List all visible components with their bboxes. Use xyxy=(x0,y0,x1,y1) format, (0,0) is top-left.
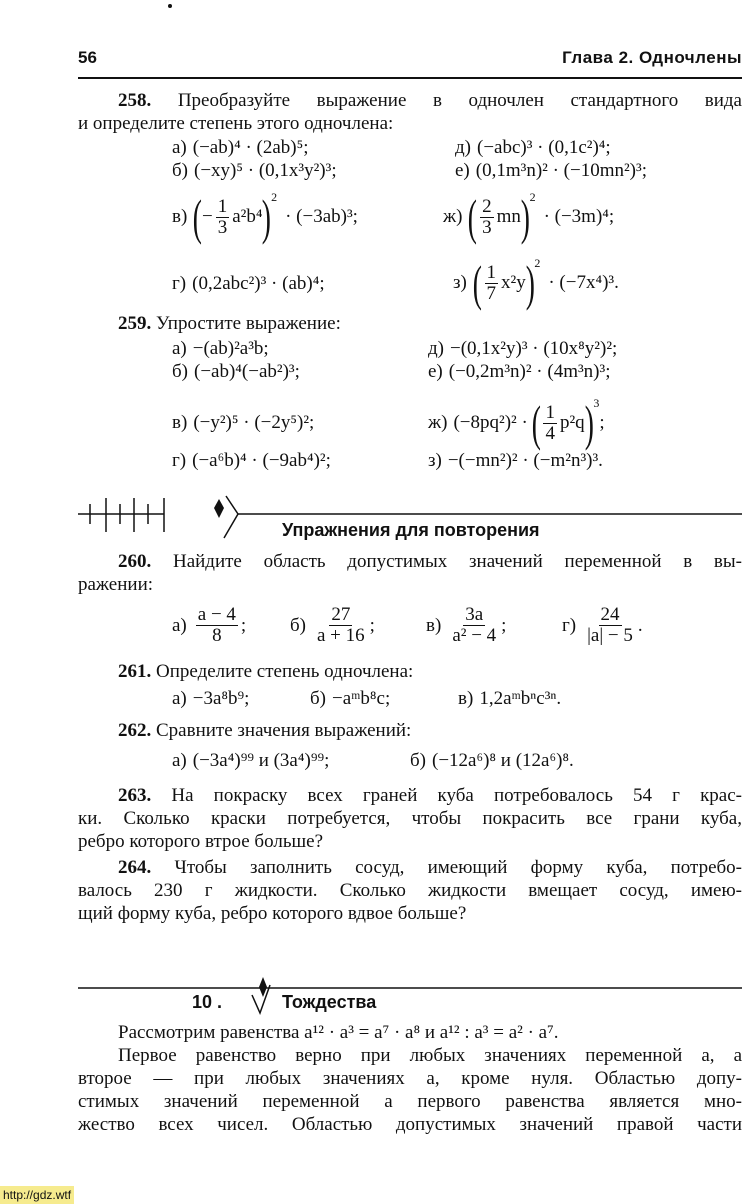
ex259-item-z xyxy=(428,450,603,472)
item-expr: (−0,2m³n)² · (4m³n)³; xyxy=(448,361,611,382)
sign: − xyxy=(201,206,213,227)
denominator: a + 16 xyxy=(317,625,365,646)
item-expr: (0,2abc²)³ · (ab)⁴; xyxy=(192,273,325,294)
exercise-number: 262. xyxy=(118,720,152,741)
left-paren: ( xyxy=(472,255,482,311)
fraction xyxy=(450,605,498,646)
ex260-item-g xyxy=(562,605,643,646)
punct: . xyxy=(637,614,643,636)
ex260-item-a xyxy=(172,605,246,646)
item-expr: mn xyxy=(496,206,521,227)
section-title: Тождества xyxy=(282,992,377,1012)
fraction xyxy=(485,263,499,304)
item-label: б) xyxy=(172,361,188,382)
ex258-line-2: и определите степень этого одночлена: xyxy=(78,113,394,134)
item-label: б) xyxy=(172,160,188,181)
ex258-item-d xyxy=(455,137,611,159)
paragraph-line: Рассмотрим равенства a¹² · a³ = a⁷ · a⁸ и a¹² : a³ = a² · a⁷. xyxy=(118,1022,559,1043)
item-label: з) xyxy=(428,450,442,471)
fraction xyxy=(216,197,230,238)
denominator: 7 xyxy=(486,282,496,304)
ex258-item-v xyxy=(172,189,358,245)
right-paren: ) xyxy=(584,395,594,451)
punct: ; xyxy=(240,614,247,636)
ex261-line-1 xyxy=(118,661,742,683)
item-expr: a²b⁴ xyxy=(232,206,263,227)
item-expr: (−12a⁶)⁸ и (12a⁶)⁸. xyxy=(432,750,574,771)
item-label: в) xyxy=(426,614,442,636)
item-label: г) xyxy=(172,273,187,294)
denominator: 8 xyxy=(212,625,222,646)
item-expr: −(ab)²a³b; xyxy=(192,338,269,359)
numerator: 2 xyxy=(482,195,492,217)
paragraph-line: второе — при любых значениях a, кроме нуля. Областью допу- xyxy=(78,1068,742,1089)
numerator: 1 xyxy=(545,401,555,423)
numerator: 27 xyxy=(331,604,351,625)
item-label: а) xyxy=(172,614,187,636)
ex260-line-1 xyxy=(118,551,742,573)
right-paren: ) xyxy=(262,189,272,245)
ex259-item-b xyxy=(172,361,300,383)
exercise-number: 263. xyxy=(118,785,152,806)
item-expr: −(0,1x²y)³ · (10x⁸y²)²; xyxy=(450,338,618,359)
paragraph-line: Первое равенство верно при любых значениях переменной a, а xyxy=(118,1045,742,1066)
denominator: 3 xyxy=(217,216,228,238)
denominator: a² − 4 xyxy=(452,625,497,646)
item-label: г) xyxy=(562,614,577,636)
exponent: 2 xyxy=(534,256,541,270)
item-expr-rest: · (−3m)⁴; xyxy=(543,206,615,227)
item-expr: −aᵐb⁸c; xyxy=(332,688,391,709)
ex258-text: Преобразуйте выражение в одночлен стандартного вида xyxy=(177,90,742,111)
ex264-line-1 xyxy=(118,857,742,879)
item-expr: (−3a⁴)⁹⁹ и (3a⁴)⁹⁹; xyxy=(192,750,330,771)
ex258-item-zh xyxy=(443,189,615,245)
ex261-text: Определите степень одночлена: xyxy=(156,661,414,682)
ex260-item-v xyxy=(426,605,506,646)
numerator: 3a xyxy=(465,604,484,625)
numerator: 1 xyxy=(217,195,228,217)
exercise-number: 260. xyxy=(118,551,152,572)
exercise-number: 259. xyxy=(118,313,152,334)
section-title: Упражнения для повторения xyxy=(282,520,540,540)
item-label: ж) xyxy=(428,412,448,433)
section10-ornament xyxy=(78,975,742,1015)
item-label: б) xyxy=(290,614,306,636)
item-expr: −3a⁸b⁹; xyxy=(192,688,250,709)
exercise-number: 258. xyxy=(118,90,152,111)
item-label: г) xyxy=(172,450,187,471)
ex263-line-3: ребро которого втрое больше? xyxy=(78,831,323,852)
denominator: 3 xyxy=(482,216,492,238)
exponent: 2 xyxy=(529,190,536,204)
ex263-line-1 xyxy=(118,785,742,807)
item-label: д) xyxy=(455,137,471,158)
exercise-number: 264. xyxy=(118,857,152,878)
ex262-text: Сравните значения выражений: xyxy=(156,720,412,741)
ex263-text: На покраску всех граней куба потребовалось 54 г крас- xyxy=(171,785,742,806)
right-paren: ) xyxy=(520,189,530,245)
fraction xyxy=(196,605,238,646)
ex261-item-v xyxy=(458,688,561,710)
section-number: 10 . xyxy=(192,992,223,1012)
item-label: ж) xyxy=(443,206,463,227)
ex264-text: Чтобы заполнить сосуд, имеющий форму куба, потребо- xyxy=(174,857,743,878)
paragraph-line: стимых значений переменной a первого равенства является мно- xyxy=(78,1091,742,1112)
numerator: 24 xyxy=(600,604,620,625)
item-label: б) xyxy=(410,750,426,771)
ex258-line-1 xyxy=(118,90,742,112)
ex262-item-a xyxy=(172,750,329,772)
page-number: 56 xyxy=(78,48,97,67)
fraction xyxy=(480,197,494,238)
scan-dot xyxy=(168,4,172,8)
ex261-item-a xyxy=(172,688,249,710)
ex264-line-3: щий форму куба, ребро которого вдвое больше? xyxy=(78,903,467,924)
item-expr: (−ab)⁴(−ab²)³; xyxy=(194,361,300,382)
ex259-item-d xyxy=(428,338,617,360)
fraction xyxy=(585,605,635,646)
item-expr-rest: · (−7x⁴)³. xyxy=(548,272,619,293)
item-expr-rest: ; xyxy=(599,412,605,433)
item-expr: (−abc)³ · (0,1c²)⁴; xyxy=(477,137,611,158)
ex259-item-e xyxy=(428,361,611,383)
ex259-item-g xyxy=(172,450,331,472)
ex262-line-1 xyxy=(118,720,742,742)
item-expr: (−a⁶b)⁴ · (−9ab⁴)²; xyxy=(192,450,331,471)
exercise-number: 261. xyxy=(118,661,152,682)
ex259-text: Упростите выражение: xyxy=(156,313,341,334)
item-expr-rest: · (−3ab)³; xyxy=(285,206,358,227)
ex262-item-b xyxy=(410,750,574,772)
item-label: в) xyxy=(172,206,188,227)
ex259-line-1 xyxy=(118,313,742,335)
ex258-item-e xyxy=(455,160,647,182)
item-expr: (−8pq²)² · xyxy=(453,412,528,433)
item-label: б) xyxy=(310,688,326,709)
item-label: з) xyxy=(453,272,467,293)
ex258-item-b xyxy=(172,160,337,182)
left-paren: ( xyxy=(193,189,203,245)
item-expr: (0,1m³n)² · (−10mn²)³; xyxy=(475,160,647,181)
item-expr: x²y xyxy=(501,272,526,293)
item-label: е) xyxy=(428,361,443,382)
fraction xyxy=(543,403,557,444)
ex258-item-g xyxy=(172,273,325,295)
denominator: |a| − 5 xyxy=(587,625,633,646)
ex259-item-a xyxy=(172,338,269,360)
right-paren: ) xyxy=(525,255,535,311)
chapter-title: Глава 2. Одночлены xyxy=(562,48,742,67)
item-label: а) xyxy=(172,750,187,771)
exponent: 3 xyxy=(593,396,600,410)
left-paren: ( xyxy=(531,395,541,451)
left-paren: ( xyxy=(468,189,478,245)
item-label: в) xyxy=(172,412,188,433)
item-expr: −(−mn²)² · (−m²n³)³. xyxy=(447,450,603,471)
numerator: 1 xyxy=(486,261,496,283)
fraction xyxy=(315,605,367,646)
denominator: 4 xyxy=(545,422,555,444)
item-expr: 1,2aᵐbⁿc³ⁿ. xyxy=(479,688,562,709)
item-label: е) xyxy=(455,160,470,181)
item-label: а) xyxy=(172,137,187,158)
item-label: а) xyxy=(172,338,187,359)
ex263-line-2: ки. Сколько краски потребуется, чтобы покрасить все грани куба, xyxy=(78,808,742,829)
ex261-item-b xyxy=(310,688,390,710)
ex264-line-2: валось 230 г жидкости. Сколько жидкости вмещает сосуд, имею- xyxy=(78,880,742,901)
ex258-item-a xyxy=(172,137,309,159)
item-expr: (−xy)⁵ · (0,1x³y²)³; xyxy=(194,160,337,181)
paragraph-line: жество всех чисел. Областью допустимых значений правой части xyxy=(78,1114,742,1135)
ex260-text: Найдите область допустимых значений переменной в вы- xyxy=(172,551,743,572)
item-expr: (−ab)⁴ · (2ab)⁵; xyxy=(192,137,309,158)
header-rule xyxy=(78,77,742,79)
ex260-line-2: ражении: xyxy=(78,574,154,595)
punct: ; xyxy=(369,614,375,636)
watermark-link[interactable]: http://gdz.wtf xyxy=(0,1186,74,1204)
ex259-item-zh xyxy=(428,395,605,451)
item-label: в) xyxy=(458,688,474,709)
punct: ; xyxy=(501,614,507,636)
item-expr-inner: p²q xyxy=(559,412,585,433)
exponent: 2 xyxy=(271,190,278,204)
item-label: д) xyxy=(428,338,444,359)
ex258-item-z xyxy=(453,255,619,311)
item-expr: (−y²)⁵ · (−2y⁵)²; xyxy=(193,412,315,433)
numerator: a − 4 xyxy=(197,604,236,625)
ex259-item-v xyxy=(172,412,314,434)
ex260-item-b xyxy=(290,605,375,646)
item-label: а) xyxy=(172,688,187,709)
